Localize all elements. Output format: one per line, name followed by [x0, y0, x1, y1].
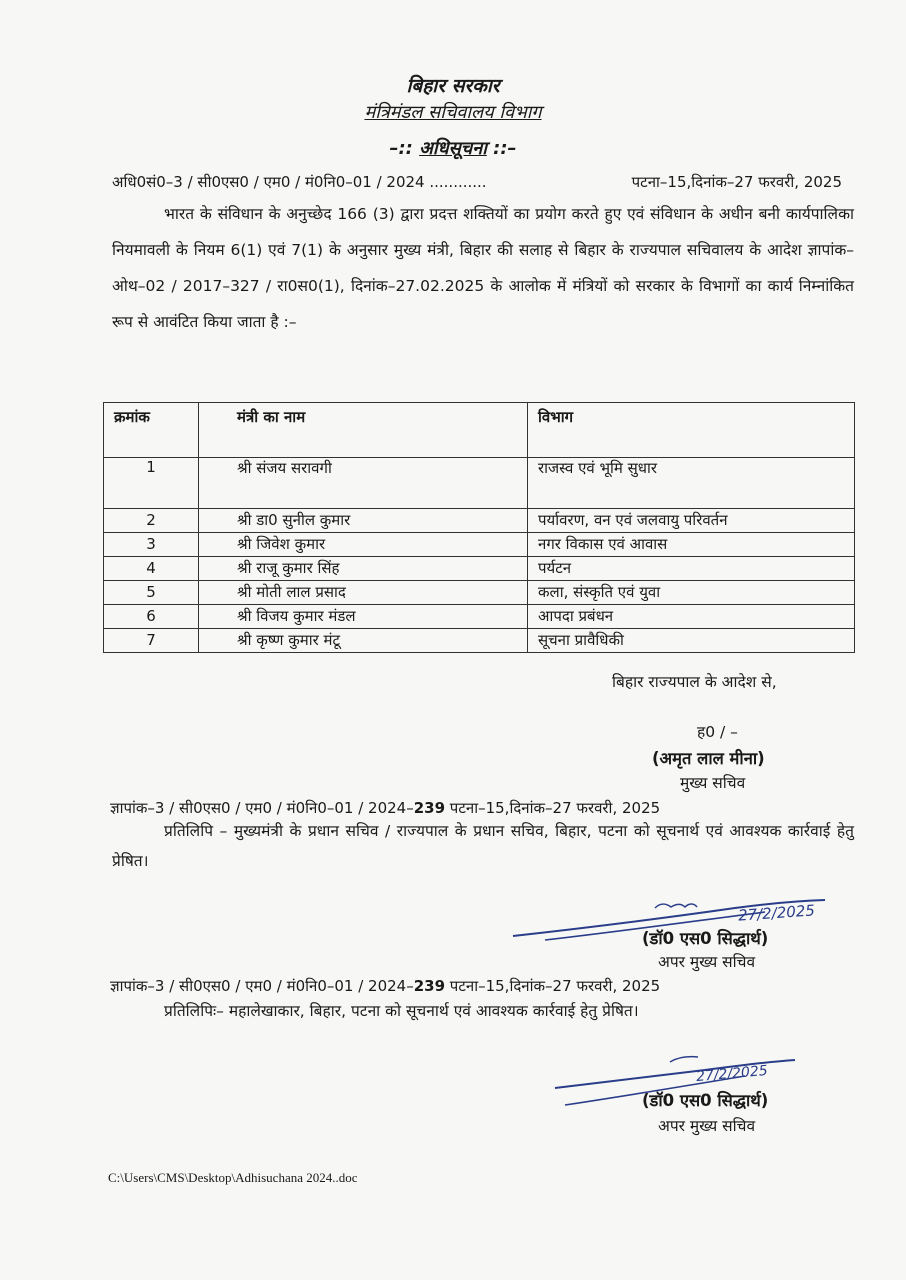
copy2-text: प्रतिलिपिः– महालेखाकार, बिहार, पटना को सूचनार्थ एवं आवश्यक कार्रवाई हेतु प्रेषित।: [164, 1002, 639, 1020]
table-row: 6 श्री विजय कुमार मंडल आपदा प्रबंधन: [104, 605, 855, 629]
table-row: 2 श्री डा0 सुनील कुमार पर्यावरण, वन एवं जलवायु परिवर्तन: [104, 509, 855, 533]
table-row: 1 श्री संजय सरावगी राजस्व एवं भूमि सुधार: [104, 458, 855, 509]
table-row: 5 श्री मोती लाल प्रसाद कला, संस्कृति एवं युवा: [104, 581, 855, 605]
signature-1-date: 27/2/2025: [737, 901, 816, 925]
copy2-signatory-name: (डॉ0 एस0 सिद्धार्थ): [642, 1091, 769, 1110]
minister-allocation-table: [103, 402, 855, 653]
chief-secretary-designation: मुख्य सचिव: [680, 774, 746, 792]
signature-2-date: 27/2/2025: [695, 1062, 769, 1086]
copy1-signatory-name: (डॉ0 एस0 सिद्धार्थ): [642, 929, 769, 948]
department-title: मंत्रिमंडल सचिवालय विभाग: [364, 102, 542, 123]
reference-line: [112, 172, 842, 192]
copy2-reference: ज्ञापांक–3 / सी0एस0 / एम0 / मं0नि0–01 / 2024–239 पटना–15,दिनांक–27 फरवरी, 2025: [110, 977, 661, 995]
signed-mark: ह0 / –: [697, 723, 738, 741]
copy2-signatory-designation: अपर मुख्य सचिव: [658, 1117, 756, 1135]
copy1-text: प्रतिलिपि – मुख्यमंत्री के प्रधान सचिव / राज्यपाल के प्रधान सचिव, बिहार, पटना को सूचनार्थ एवं आवश्यक कार्रवाई हेतु प्रेषित।: [112, 822, 854, 870]
document-file-path: C:\Users\CMS\Desktop\Adhisuchana 2024..doc: [108, 1170, 358, 1185]
notification-heading: –:: अधिसूचना ::–: [389, 138, 517, 159]
header-department: विभाग: [528, 403, 855, 458]
copy1-signatory-designation: अपर मुख्य सचिव: [658, 953, 756, 971]
header-serial: क्रमांक: [104, 403, 199, 458]
table-row: 4 श्री राजू कुमार सिंह पर्यटन: [104, 557, 855, 581]
table-header-row: [104, 403, 855, 458]
chief-secretary-name: (अमृत लाल मीना): [652, 749, 765, 768]
table-row: 3 श्री जिवेश कुमार नगर विकास एवं आवास: [104, 533, 855, 557]
governor-order-line: बिहार राज्यपाल के आदेश से,: [612, 673, 777, 691]
body-paragraph: भारत के संविधान के अनुच्छेद 166 (3) द्वारा प्रदत्त शक्तियों का प्रयोग करते हुए एवं संविधान के अधीन बनी कार्यपालिका नियमावली के नियम 6(1) एवं 7(1) के अनुसार मुख्य मंत्री, बिहार की सलाह से बिहार के राज्यपाल सचिवालय के आदेश ज्ञापांक–ओथ–02 / 2017–327 / रा0स0(1), दिनांक–27.02.2025 के आलोक में मंत्रियों को सरकार के विभागों का कार्य निम्नांकित रूप से आवंटित किया जाता है :–: [112, 205, 854, 331]
reference-number: अधि0सं0–3 / सी0एस0 / एम0 / मं0नि0–01 / 2024 ............: [112, 173, 487, 191]
government-title: बिहार सरकार: [406, 75, 500, 97]
table-row: 7 श्री कृष्ण कुमार मंटू सूचना प्रावैधिकी: [104, 629, 855, 653]
copy1-reference: ज्ञापांक–3 / सी0एस0 / एम0 / मं0नि0–01 / 2024–239 पटना–15,दिनांक–27 फरवरी, 2025: [110, 799, 661, 817]
reference-place-date: पटना–15,दिनांक–27 फरवरी, 2025: [631, 173, 842, 191]
header-minister-name: मंत्री का नाम: [199, 403, 528, 458]
